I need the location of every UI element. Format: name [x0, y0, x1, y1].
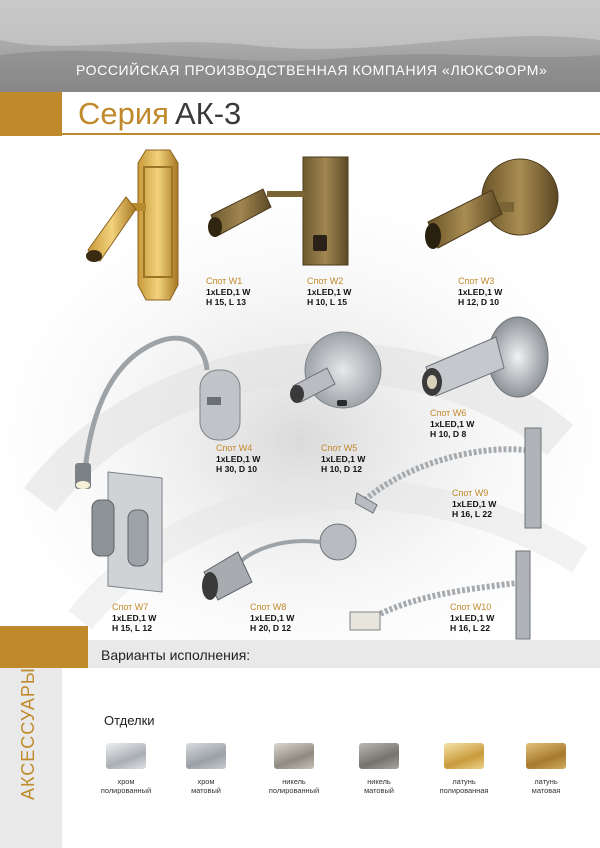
product-dims: H 10, D 12 [321, 464, 363, 474]
swatch-label-line2: матовый [364, 786, 394, 795]
product-name: Спот W7 [112, 602, 149, 612]
swatch-label-line2: матовый [191, 786, 221, 795]
product-spec: 1xLED,1 W [307, 286, 352, 297]
product-dims: H 15, L 12 [112, 623, 152, 633]
swatch-label [424, 777, 504, 795]
swatch-brass-polished [444, 743, 484, 769]
company-name: РОССИЙСКАЯ ПРОИЗВОДСТВЕННАЯ КОМПАНИЯ «ЛЮКСФОРМ» [76, 62, 548, 78]
swatch-label [166, 777, 246, 795]
header-band [0, 0, 600, 92]
product-name: Спот W2 [307, 276, 344, 286]
product-dims: H 10, D 8 [430, 429, 467, 439]
product-spec: 1xLED,1 W [216, 453, 261, 464]
swatch-label-line1: никель [367, 777, 391, 786]
series-title [78, 96, 241, 132]
swatch-label-line1: никель [282, 777, 306, 786]
swatch-label-line1: хром [197, 777, 215, 786]
swatch-chrome-polished [106, 743, 146, 769]
title-accent-block [0, 92, 62, 136]
product-dims: H 30, D 10 [216, 464, 258, 474]
swatch-label-line2: полированный [268, 786, 320, 795]
swatch-label [339, 777, 419, 795]
product-dims: H 16, L 22 [452, 509, 492, 519]
swatch-label [254, 777, 334, 795]
product-spec: 1xLED,1 W [112, 612, 157, 623]
caption-w8 [250, 602, 294, 634]
finishes-title: Отделки [104, 713, 155, 728]
product-image-w10 [340, 548, 540, 648]
swatch-label-line1: латунь [452, 777, 476, 786]
product-dims: H 16, L 22 [450, 623, 490, 633]
product-spec: 1xLED,1 W [430, 418, 475, 429]
product-spec: 1xLED,1 W [452, 498, 497, 509]
product-name: Спот W5 [321, 443, 358, 453]
caption-w2 [307, 276, 351, 308]
product-dims: H 15, L 13 [206, 297, 246, 307]
product-image-w3 [420, 152, 560, 272]
variants-title: Варианты исполнения: [101, 647, 251, 663]
product-dims: H 10, L 15 [307, 297, 347, 307]
product-spec: 1xLED,1 W [206, 286, 251, 297]
swatch-label [86, 777, 166, 795]
title-underline [62, 133, 600, 135]
sidebar-accent-block [0, 626, 88, 668]
product-spec: 1xLED,1 W [321, 453, 366, 464]
product-name: Спот W8 [250, 602, 287, 612]
caption-w1 [206, 276, 250, 308]
product-image-w2 [205, 155, 355, 270]
product-dims: H 20, D 12 [250, 623, 292, 633]
swatch-label-line1: латунь [534, 777, 558, 786]
caption-w4 [216, 443, 260, 475]
caption-w7 [112, 602, 156, 634]
product-image-w7 [88, 470, 168, 595]
series-model: АК-3 [174, 96, 242, 131]
swatch-brass-matte [526, 743, 566, 769]
swatch-label-line2: полированный [100, 786, 152, 795]
product-image-w8 [200, 512, 360, 602]
swatch-label-line2: полированная [439, 786, 489, 795]
product-spec: 1xLED,1 W [250, 612, 295, 623]
swatch-label-line2: матовая [531, 786, 561, 795]
header-wave-decoration [0, 0, 600, 92]
caption-w5 [321, 443, 365, 475]
product-name: Спот W6 [430, 408, 467, 418]
product-name: Спот W4 [216, 443, 253, 453]
caption-w10 [450, 602, 494, 634]
product-image-w5 [285, 318, 385, 428]
caption-w6 [430, 408, 474, 440]
caption-w9 [452, 488, 496, 520]
swatch-label-line1: хром [117, 777, 135, 786]
product-image-w1 [78, 145, 198, 305]
swatch-label [506, 777, 586, 795]
swatch-nickel-polished [274, 743, 314, 769]
product-spec: 1xLED,1 W [458, 286, 503, 297]
caption-w3 [458, 276, 502, 308]
product-spec: 1xLED,1 W [450, 612, 495, 623]
product-name: Спот W1 [206, 276, 243, 286]
product-name: Спот W9 [452, 488, 489, 498]
swatch-nickel-matte [359, 743, 399, 769]
product-name: Спот W10 [450, 602, 492, 612]
series-word: Серия [78, 96, 169, 131]
product-image-w6 [418, 312, 553, 412]
section-label-vertical: АКСЕССУАРЫ [18, 667, 38, 800]
product-name: Спот W3 [458, 276, 495, 286]
product-dims: H 12, D 10 [458, 297, 500, 307]
swatch-chrome-matte [186, 743, 226, 769]
